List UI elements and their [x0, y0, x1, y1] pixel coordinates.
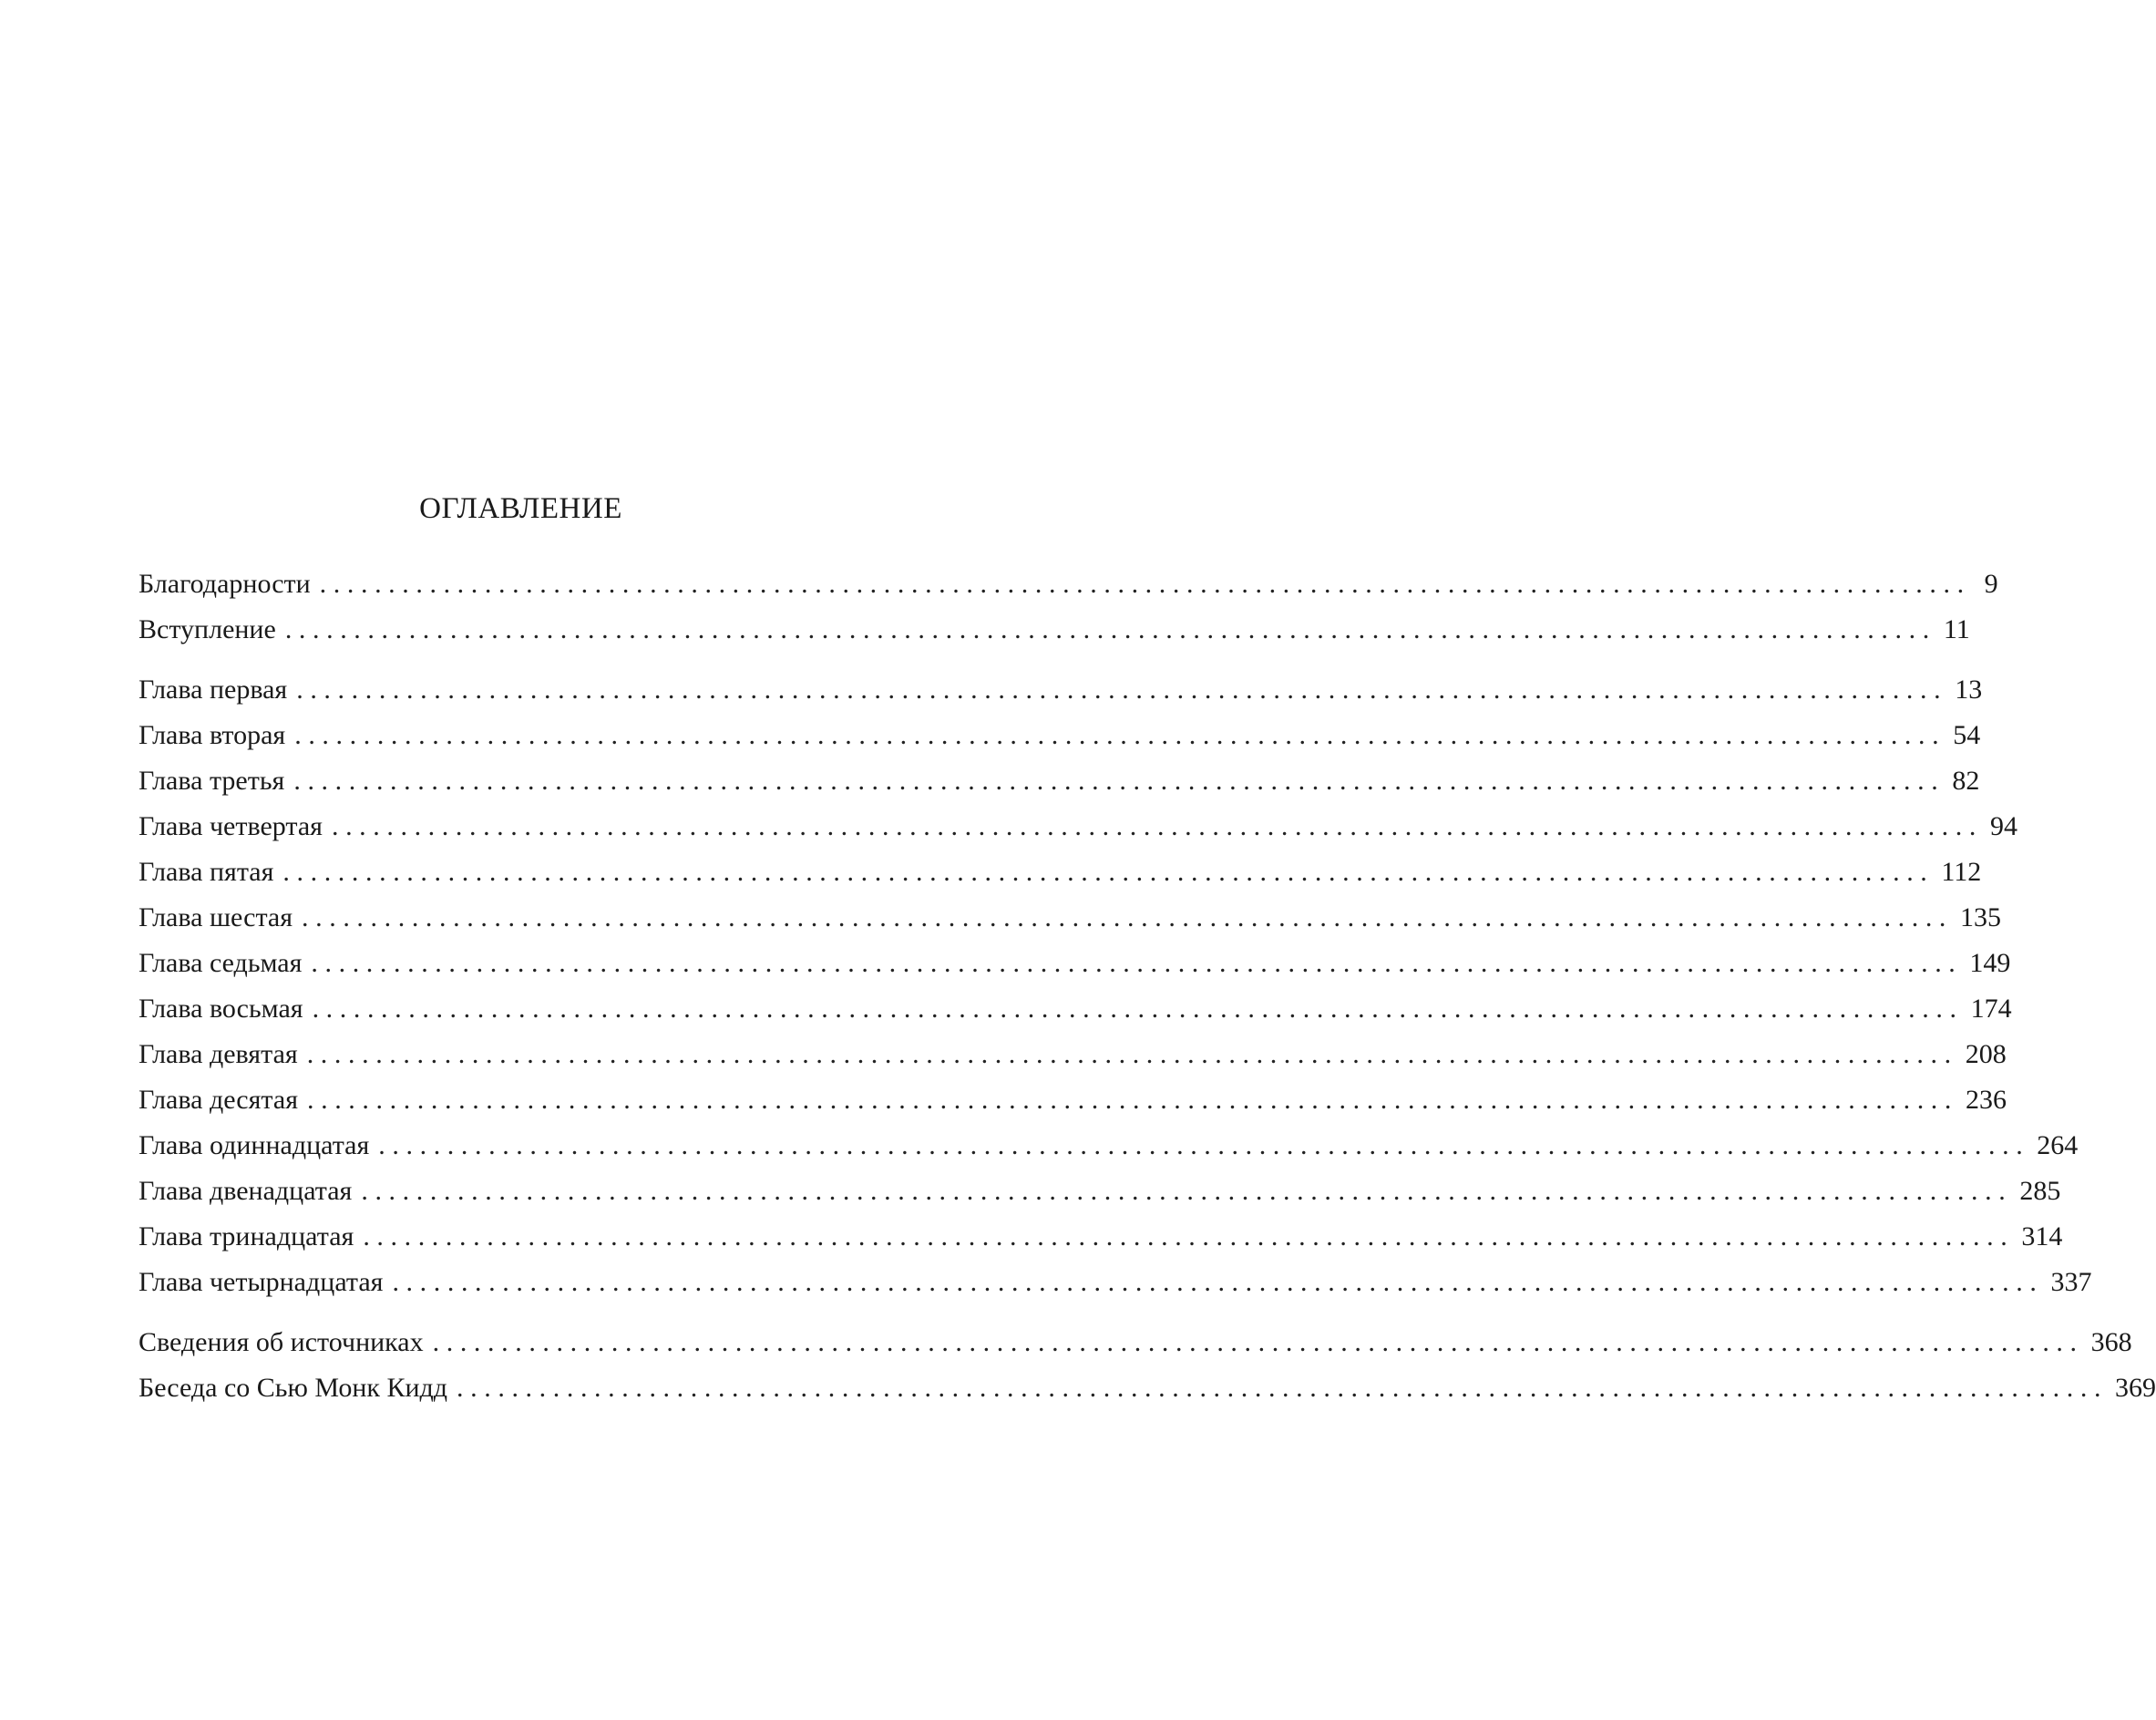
toc-entry-label: Вступление — [139, 614, 276, 644]
toc-entry — [139, 1077, 2007, 1123]
toc-entry-page: 82 — [1952, 766, 1980, 796]
toc-entry-page: 285 — [2019, 1176, 2061, 1206]
toc-entry-page: 369 — [2115, 1373, 2156, 1403]
toc-entry-page: 264 — [2037, 1130, 2079, 1160]
toc-group-front-matter — [139, 561, 1998, 653]
toc-leader-dots: ........................................................................................................................ — [319, 569, 1971, 599]
toc-leader-dots: ........................................................................................................................ — [361, 1176, 2013, 1206]
toc-leader-dots: ........................................................................................................................ — [307, 1085, 1958, 1115]
toc-entry-label: Глава тринадцатая — [139, 1221, 354, 1251]
toc-entry-page: 149 — [1969, 948, 2011, 978]
toc-leader-dots: ........................................................................................................................ — [306, 1039, 1958, 1069]
toc-entry — [139, 895, 2002, 941]
toc-leader-dots: ........................................................................................................................ — [457, 1373, 2109, 1403]
toc-leader-dots: ........................................................................................................................ — [312, 994, 1964, 1024]
toc-leader-dots: ........................................................................................................................ — [282, 857, 1935, 887]
toc-entry-label: Глава восьмая — [139, 994, 303, 1024]
toc-entry-page: 94 — [1989, 811, 2017, 841]
toc-leader-dots: ........................................................................................................................ — [331, 811, 1983, 841]
toc-leader-dots: ........................................................................................................................ — [294, 720, 1946, 750]
toc-leader-dots: ........................................................................................................................ — [296, 675, 1948, 705]
toc-group-back-matter — [139, 1320, 2156, 1411]
toc-entry — [139, 850, 1982, 895]
toc-entry — [139, 1320, 2132, 1365]
toc-entry-label: Глава девятая — [139, 1039, 298, 1069]
toc-entry-page: 174 — [1970, 994, 2012, 1024]
toc-entry-label: Беседа со Сью Монк Кидд — [139, 1373, 448, 1403]
toc-entry-page: 236 — [1966, 1085, 2007, 1115]
toc-entry-page: 54 — [1953, 720, 1981, 750]
toc-entry-label: Глава двенадцатая — [139, 1176, 353, 1206]
toc-entry-label: Глава третья — [139, 766, 285, 796]
toc-entry-page: 337 — [2050, 1267, 2092, 1297]
toc-entry-page: 9 — [1984, 569, 1998, 599]
toc-entry-label: Благодарности — [139, 569, 311, 599]
table-of-contents — [139, 561, 2156, 1411]
toc-entry-page: 208 — [1965, 1039, 2007, 1069]
toc-entry-label: Глава шестая — [139, 902, 293, 932]
toc-leader-dots: ........................................................................................................................ — [284, 614, 1936, 644]
toc-entry-label: Глава вторая — [139, 720, 286, 750]
toc-entry — [139, 1214, 2063, 1260]
toc-leader-dots: ........................................................................................................................ — [363, 1221, 2015, 1251]
toc-entry — [139, 1032, 2007, 1077]
toc-entry-page: 13 — [1955, 675, 1983, 705]
toc-entry-page: 368 — [2090, 1327, 2132, 1357]
toc-leader-dots: ........................................................................................................................ — [311, 948, 1963, 978]
toc-leader-dots: ........................................................................................................................ — [293, 766, 1946, 796]
toc-entry-page: 11 — [1943, 614, 1970, 644]
toc-entry-label: Сведения об источниках — [139, 1327, 424, 1357]
toc-entry-label: Глава пятая — [139, 857, 274, 887]
toc-entry — [139, 1260, 2092, 1305]
toc-entry — [139, 713, 1981, 758]
toc-entry-page: 112 — [1941, 857, 1982, 887]
toc-entry-label: Глава четырнадцатая — [139, 1267, 384, 1297]
toc-title: ОГЛАВЛЕНИЕ — [419, 492, 622, 525]
toc-entry — [139, 1365, 2156, 1411]
toc-entry-page: 314 — [2021, 1221, 2063, 1251]
toc-entry — [139, 758, 1980, 804]
toc-entry-label: Глава десятая — [139, 1085, 298, 1115]
toc-entry — [139, 607, 1970, 653]
toc-leader-dots: ........................................................................................................................ — [302, 902, 1954, 932]
toc-entry — [139, 986, 2012, 1032]
toc-entry — [139, 1123, 2079, 1169]
toc-entry-label: Глава седьмая — [139, 948, 303, 978]
toc-entry — [139, 1169, 2061, 1214]
toc-leader-dots: ........................................................................................................................ — [392, 1267, 2044, 1297]
toc-entry — [139, 667, 1983, 713]
toc-entry — [139, 561, 1998, 607]
toc-leader-dots: ........................................................................................................................ — [378, 1130, 2030, 1160]
toc-entry-label: Глава четвертая — [139, 811, 323, 841]
toc-entry-label: Глава одиннадцатая — [139, 1130, 370, 1160]
toc-entry-page: 135 — [1960, 902, 2002, 932]
toc-entry-label: Глава первая — [139, 675, 288, 705]
toc-entry — [139, 941, 2011, 986]
toc-group-chapters — [139, 667, 2092, 1305]
toc-leader-dots: ........................................................................................................................ — [432, 1327, 2084, 1357]
toc-entry — [139, 804, 2017, 850]
